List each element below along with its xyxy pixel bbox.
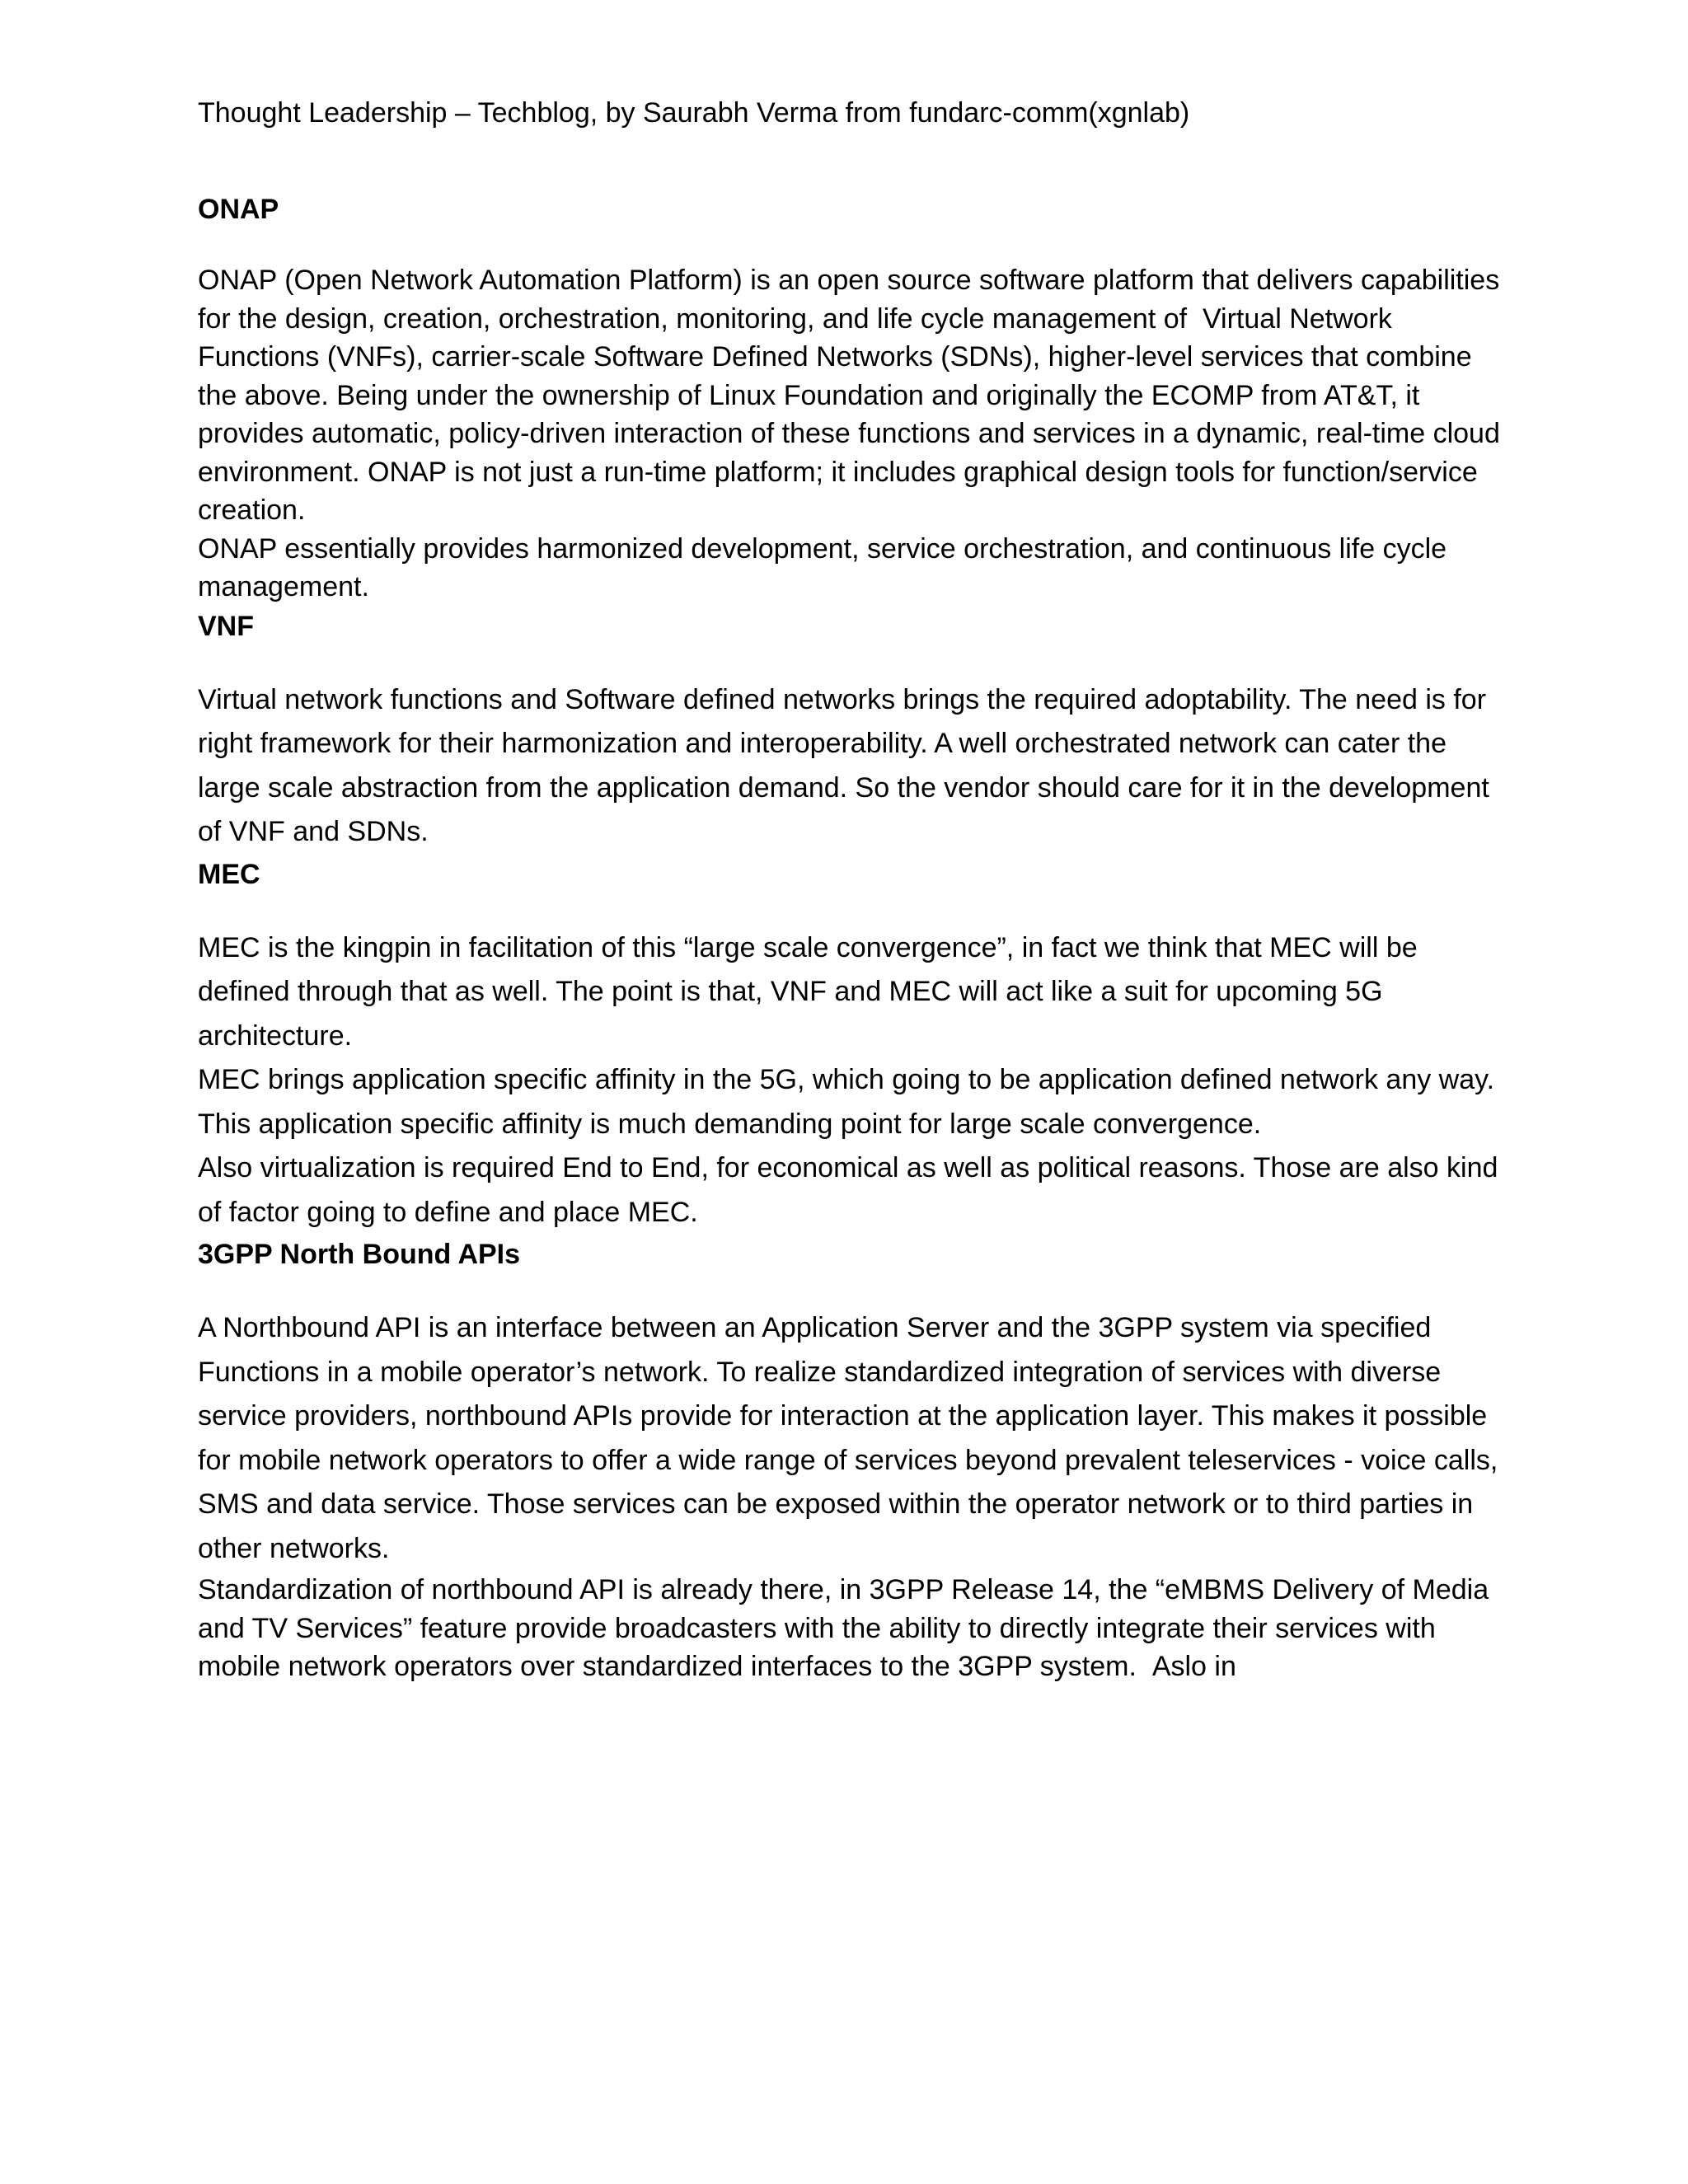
paragraph-onap-summary: ONAP essentially provides harmonized development, service orchestration, and continuous life cycle management. [198,532,1447,602]
heading-mec: MEC [198,858,260,890]
paragraph-northbound-standardization: Standardization of northbound API is already there, in 3GPP Release 14, the “eMBMS Delivery of Media and TV Services” feature provide broadcasters with the ability to directly integrate their services with mobile network operators over standardized interfaces to the 3GPP system. Aslo in [198,1574,1489,1682]
paragraph-mec-kingpin: MEC is the kingpin in facilitation of this “large scale convergence”, in fact we think that MEC will be defined through that as well. The point is that, VNF and MEC will act like a suit for upcoming 5G architecture. [198,931,1418,1052]
paragraph-onap-intro: ONAP (Open Network Automation Platform) is an open source software platform that delivers capabilities for the design, creation, orchestration, monitoring, and life cycle management of Virtual Network Functions (VNFs), carrier-scale Software Defined Networks (SDNs), higher-level services that combine the above. Being under the ownership of Linux Foundation and originally the ECOMP from AT&T, it provides automatic, policy-driven interaction of these functions and services in a dynamic, real-time cloud environment. ONAP is not just a run-time platform; it includes graphical design tools for function/service creation. [198,265,1500,526]
byline: Thought Leadership – Techblog, by Saurabh Verma from fundarc-comm(xgnlab) [198,97,1190,129]
heading-onap: ONAP [198,194,279,225]
paragraph-vnf: Virtual network functions and Software defined networks brings the required adoptability. The need is for right framework for their harmonization and interoperability. A well orchestrated network can cater the large scale abstraction from the application demand. So the vendor should care for it in the development of VNF and SDNs. [198,683,1489,847]
document-body [198,93,1500,1686]
paragraph-northbound-definition: A Northbound API is an interface between an Application Server and the 3GPP system via specified Functions in a mobile operator’s network. To realize standardized integration of services with diverse service providers, northbound APIs provide for interaction at the application layer. This makes it possible for mobile network operators to offer a wide range of services beyond prevalent teleservices - voice calls, SMS and data service. Those services can be exposed within the operator network or to third parties in other networks. [198,1312,1498,1564]
paragraph-mec-affinity: MEC brings application specific affinity in the 5G, which going to be application defined network any way. This application specific affinity is much demanding point for large scale convergence. [198,1064,1495,1140]
heading-vnf: VNF [198,610,254,642]
paragraph-mec-virtualization: Also virtualization is required End to End, for economical as well as political reasons. Those are also kind of factor going to define and place MEC. [198,1152,1498,1228]
heading-northbound-apis: 3GPP North Bound APIs [198,1239,521,1270]
